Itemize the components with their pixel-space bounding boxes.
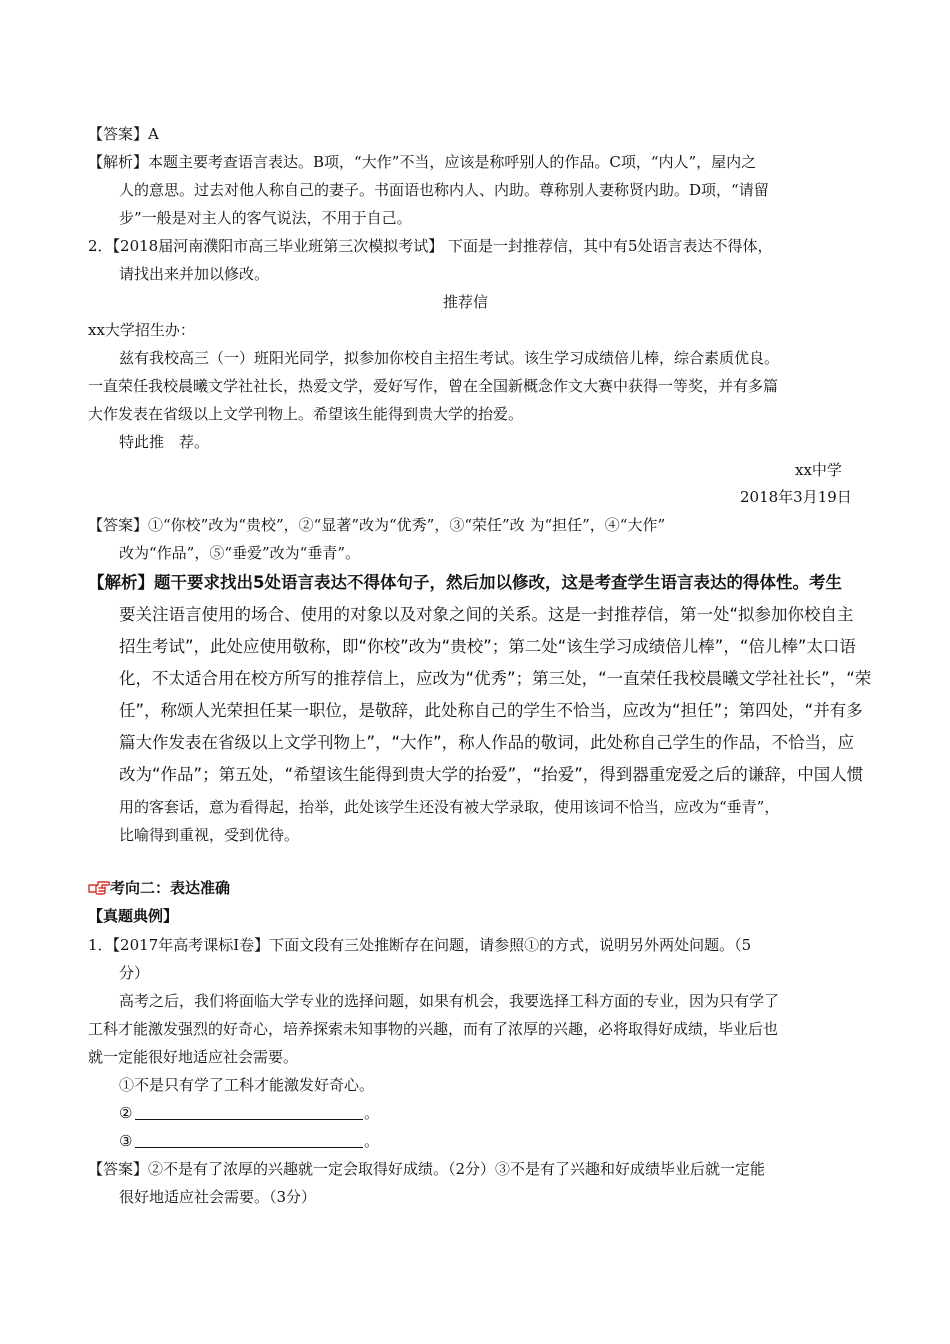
letter-body-line-2: 一直荣任我校晨曦文学社社长，热爱文学，爱好写作，曾在全国新概念作文大赛中获得一等奖，并有多篇 (88, 377, 779, 395)
passage-line-1: 高考之后，我们将面临大学专业的选择问题，如果有机会，我要选择工科方面的专业，因为只有学了 (119, 992, 780, 1010)
question-1-line-1: 1．【2017年高考课标Ⅰ卷】下面文段有三处推断存在问题，请参照①的方式，说明另外两处问题。（5 (88, 936, 752, 954)
section-heading: 考向二：表达准确 (110, 879, 231, 897)
analysis-2-line-2: 要关注语言使用的场合、使用的对象以及对象之间的关系。这是一封推荐信，第一处“拟参加你校自主 (119, 605, 854, 624)
analysis-2-line-3: 招生考试”，此处应使用敬称，即“你校”改为“贵校”；第二处“该生学习成绩倍儿棒”，“倍儿棒”太口语 (119, 637, 856, 656)
passage-line-2: 工科才能激发强烈的好奇心，培养探索未知事物的兴趣，而有了浓厚的兴趣，必将取得好成绩，毕业后也 (88, 1020, 779, 1038)
analysis-2-line-8: 用的客套话，意为看得起，抬举，此处该学生还没有被大学录取，使用该词不恰当，应改为“垂青”， (119, 798, 780, 816)
analysis-2-line-5: 任”，称颂人光荣担任某一职位，是敬辞，此处称自己的学生不恰当，应改为“担任”；第四处，“并有多 (119, 701, 863, 720)
letter-signature: xx中学 (795, 461, 842, 479)
answer-2-line-1: 【答案】①“你校”改为“贵校”，②“显著”改为“优秀”，③“荣任”改 为“担任”，④“大作” (88, 516, 666, 534)
subsection-heading: 【真题典例】 (88, 907, 179, 925)
answer-line-1: 【答案】A (88, 125, 159, 143)
question-2-line-2: 请找出来并加以修改。 (119, 265, 270, 283)
pointing-hand-icon (88, 879, 110, 895)
question-2-line-1: 2．【2018届河南濮阳市高三毕业班第三次模拟考试】 下面是一封推荐信，其中有5处语言表达不得体， (88, 237, 773, 255)
passage-line-3: 就一定能很好地适应社会需要。 (88, 1048, 299, 1066)
analysis-2-line-1: 【解析】题干要求找出5处语言表达不得体句子，然后加以修改，这是考查学生语言表达的得体性。考生 (88, 573, 842, 592)
analysis-2-line-7: 改为“作品”；第五处，“希望该生能得到贵大学的抬爱”，“抬爱”，得到器重宠爱之后的谦辞，中国人惯 (119, 765, 864, 784)
analysis-line-3: 步”一般是对主人的客气说法，不用于自己。 (119, 209, 412, 227)
letter-title: 推荐信 (443, 293, 489, 311)
answer-3-line-2: 很好地适应社会需要。（3分） (119, 1188, 317, 1206)
item-3-marker: ③ (119, 1132, 133, 1150)
item-3-end: 。 (364, 1132, 380, 1150)
question-1-line-2: 分） (119, 964, 150, 982)
letter-closing: 特此推 荐。 (119, 433, 210, 451)
letter-body-line-1: 兹有我校高三（一）班阳光同学，拟参加你校自主招生考试。该生学习成绩倍儿棒，综合素质优良。 (119, 349, 780, 367)
letter-date: 2018年3月19日 (740, 488, 852, 506)
item-3-blank (135, 1147, 363, 1148)
analysis-2-line-9: 比喻得到重视，受到优待。 (119, 826, 300, 844)
analysis-2-line-4: 化，不太适合用在校方所写的推荐信上，应改为“优秀”；第三处，“一直荣任我校晨曦文学社社长”，“荣 (119, 669, 872, 688)
item-2-blank (135, 1119, 363, 1120)
analysis-line-2: 人的意思。过去对他人称自己的妻子。书面语也称内人、内助。尊称别人妻称贤内助。D项，“请留 (119, 181, 769, 199)
letter-body-line-3: 大作发表在省级以上文学刊物上。希望该生能得到贵大学的抬爱。 (88, 405, 524, 423)
answer-2-line-2: 改为“作品”，⑤“垂爱”改为“垂青”。 (119, 544, 361, 562)
analysis-2-line-6: 篇大作发表在省级以上文学刊物上”，“大作”，称人作品的敬词，此处称自己学生的作品，不恰当，应 (119, 733, 855, 752)
answer-3-line-1: 【答案】②不是有了浓厚的兴趣就一定会取得好成绩。（2分）③不是有了兴趣和好成绩毕业后就一定能 (88, 1160, 766, 1178)
analysis-line-1: 【解析】本题主要考查语言表达。B项，“大作”不当，应该是称呼别人的作品。C项，“内人”，屋内之 (88, 153, 757, 171)
item-1: ①不是只有学了工科才能激发好奇心。 (119, 1076, 375, 1094)
letter-salutation: xx大学招生办： (88, 321, 195, 339)
item-2-end: 。 (364, 1104, 380, 1122)
item-2-marker: ② (119, 1104, 133, 1122)
